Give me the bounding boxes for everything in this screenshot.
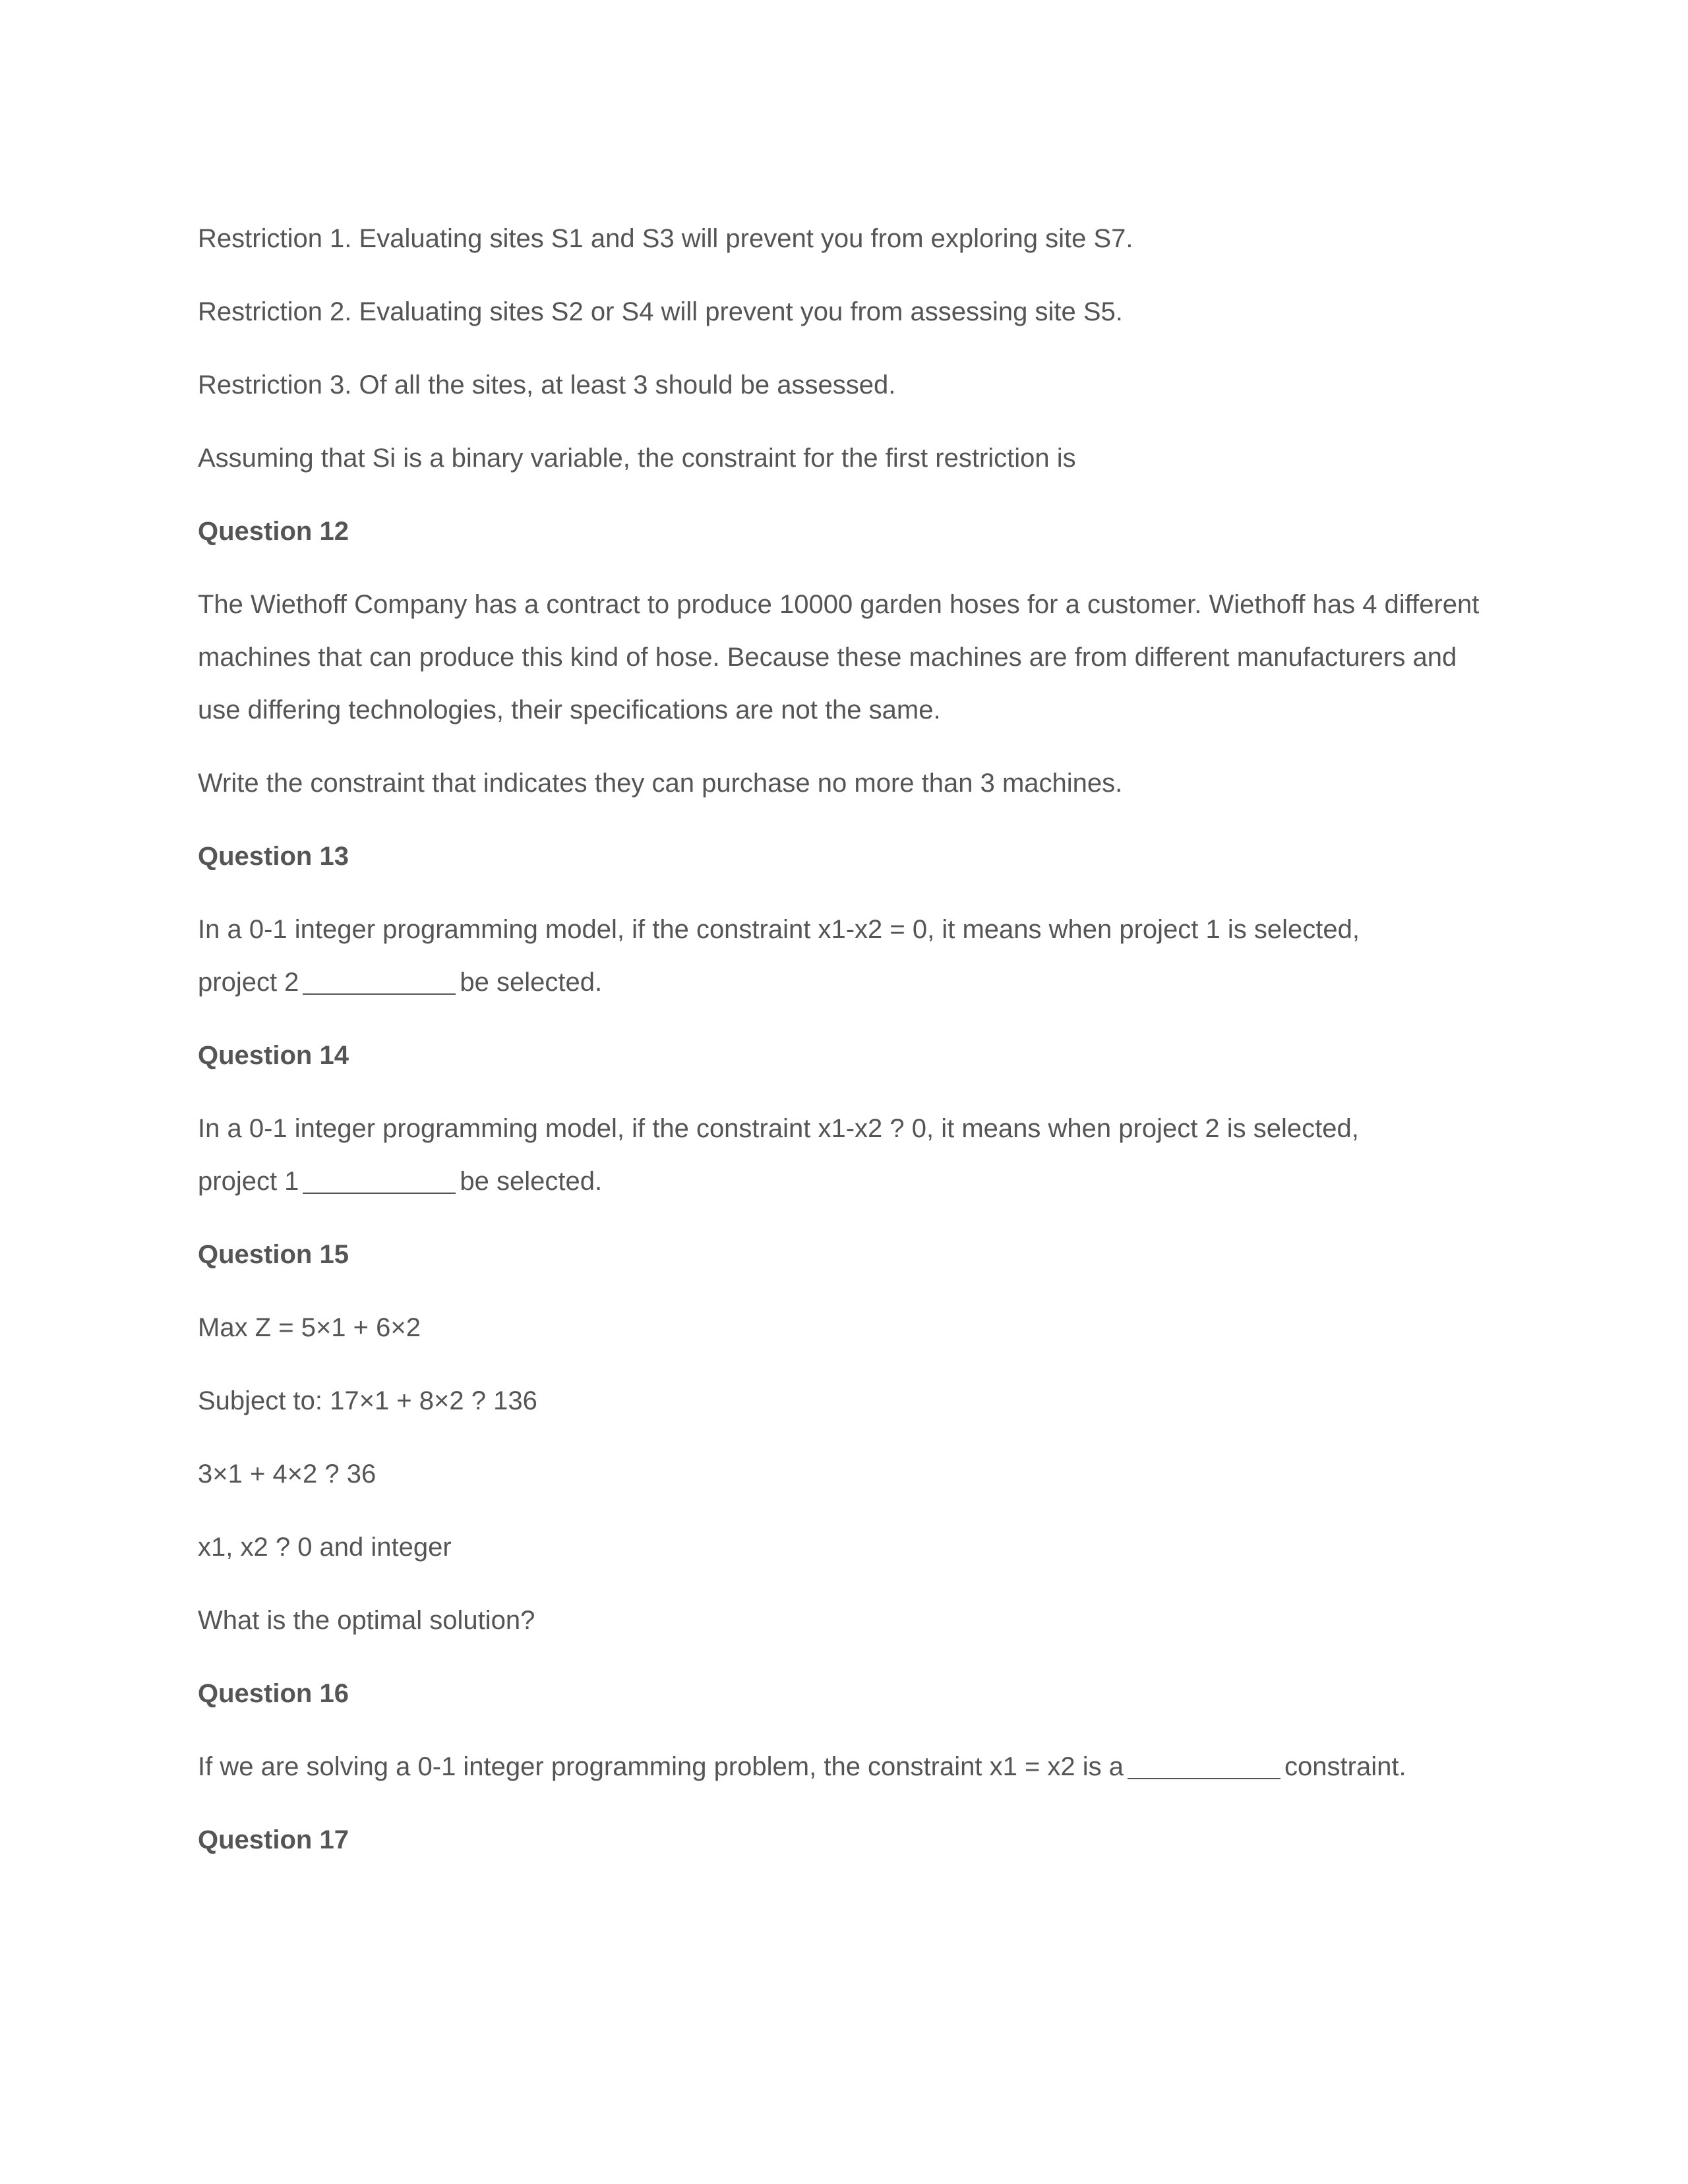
question-12-body: The Wiethoff Company has a contract to produce 10000 garden hoses for a customer. Wiethoff has 4 different machines that can produce this kind of hose. Because these machines are from different manufacturers and use differing technologies, their specifications are not the same.	[198, 590, 1480, 724]
question-17-heading: Question 17	[198, 1825, 349, 1854]
question-14-line-2-pre: project 1	[198, 1167, 299, 1196]
question-15-objective: Max Z = 5×1 + 6×2	[198, 1313, 421, 1342]
question-12-prompt: Write the constraint that indicates they can purchase no more than 3 machines.	[198, 769, 1123, 798]
question-15-heading: Question 15	[198, 1240, 349, 1269]
question-14-text	[198, 1102, 1503, 1208]
question-14-heading: Question 14	[198, 1041, 349, 1070]
question-16-post: constraint.	[1284, 1752, 1406, 1781]
question-13-line-2-pre: project 2	[198, 968, 299, 997]
fill-in-blank	[303, 967, 456, 995]
fill-in-blank	[1128, 1752, 1281, 1779]
restriction-3: Restriction 3. Of all the sites, at least 3 should be assessed.	[198, 370, 896, 399]
question-13-heading: Question 13	[198, 842, 349, 871]
question-13-line-2-post: be selected.	[460, 968, 603, 997]
question-15-prompt: What is the optimal solution?	[198, 1606, 535, 1635]
question-16-text	[198, 1740, 1503, 1793]
question-16-pre: If we are solving a 0-1 integer programming problem, the constraint x1 = x2 is a	[198, 1752, 1124, 1781]
question-16-heading: Question 16	[198, 1679, 349, 1708]
question-15-constraint-2: 3×1 + 4×2 ? 36	[198, 1460, 377, 1489]
restriction-1: Restriction 1. Evaluating sites S1 and S3 will prevent you from exploring site S7.	[198, 224, 1133, 253]
question-14-line-2-post: be selected.	[460, 1167, 603, 1196]
fill-in-blank	[303, 1166, 456, 1194]
restriction-2: Restriction 2. Evaluating sites S2 or S4 will prevent you from assessing site S5.	[198, 297, 1123, 326]
assumption-text: Assuming that Si is a binary variable, the constraint for the first restriction is	[198, 444, 1076, 473]
question-14-line-1: In a 0-1 integer programming model, if the constraint x1-x2 ? 0, it means when project 2 is selected,	[198, 1114, 1359, 1143]
document-content	[198, 212, 1503, 1887]
question-12-heading: Question 12	[198, 517, 349, 546]
question-15-constraint-1: Subject to: 17×1 + 8×2 ? 136	[198, 1386, 537, 1415]
question-15-constraint-3: x1, x2 ? 0 and integer	[198, 1533, 452, 1562]
question-13-text	[198, 903, 1503, 1009]
question-13-line-1: In a 0-1 integer programming model, if the constraint x1-x2 = 0, it means when project 1 is selected,	[198, 915, 1360, 944]
